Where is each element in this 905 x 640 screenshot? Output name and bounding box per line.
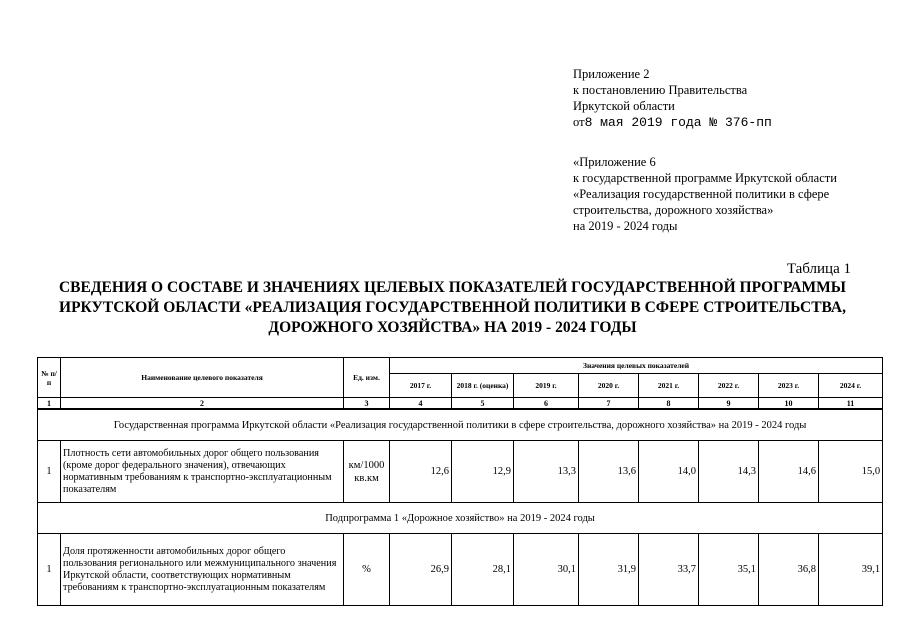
indicator-value: 31,9 — [579, 534, 639, 606]
indicator-value: 14,0 — [639, 441, 699, 503]
indicator-value: 35,1 — [699, 534, 759, 606]
title-line-1: СВЕДЕНИЯ О СОСТАВЕ И ЗНАЧЕНИЯХ ЦЕЛЕВЫХ ПОКАЗАТЕЛЕЙ ГОСУДАРСТВЕННОЙ ПРОГРАММЫ — [58, 279, 847, 296]
table-row — [38, 534, 883, 606]
table-row — [38, 441, 883, 503]
indicator-value: 30,1 — [514, 534, 579, 606]
column-number: 11 — [819, 398, 883, 410]
section-program: Государственная программа Иркутской области «Реализация государственной политики в сфере строительства, дорожного хозяйства» на 2019 - 2024 годы — [38, 409, 883, 441]
title-line-2: ИРКУТСКОЙ ОБЛАСТИ «РЕАЛИЗАЦИЯ ГОСУДАРСТВЕННОЙ ПОЛИТИКИ В СФЕРЕ СТРОИТЕЛЬСТВА, — [59, 299, 846, 316]
header-no: № п/п — [38, 358, 61, 398]
approval-line-3: Иркутской области — [573, 99, 675, 113]
column-number: 2 — [61, 398, 344, 410]
annex-line-3: «Реализация государственной политики в сфере — [573, 187, 830, 201]
section-subprogram: Подпрограмма 1 «Дорожное хозяйство» на 2019 - 2024 годы — [38, 503, 883, 534]
annex-line-1: «Приложение 6 — [573, 155, 656, 169]
annex-line-5: на 2019 - 2024 годы — [573, 219, 678, 233]
header-year: 2019 г. — [514, 374, 579, 398]
column-number: 4 — [390, 398, 452, 410]
indicator-name: Доля протяженности автомобильных дорог общего пользования регионального или межмуниципального значения Иркутской области, соответствующих нормативным требованиям к транспортно-эксплуатационным показателям — [61, 534, 344, 606]
header-year: 2017 г. — [390, 374, 452, 398]
column-number: 8 — [639, 398, 699, 410]
row-number: 1 — [38, 441, 61, 503]
date-prefix: от — [573, 115, 585, 129]
indicator-value: 15,0 — [819, 441, 883, 503]
header-year: 2022 г. — [699, 374, 759, 398]
indicator-name: Плотность сети автомобильных дорог общего пользования (кроме дорог федерального значения), отвечающих нормативным требованиям к транспортно-эксплуатационным показателям — [61, 441, 344, 503]
indicator-value: 14,3 — [699, 441, 759, 503]
title-line-3: ДОРОЖНОГО ХОЗЯЙСТВА» НА 2019 - 2024 ГОДЫ — [268, 319, 637, 336]
indicator-value: 26,9 — [390, 534, 452, 606]
header-year: 2018 г. (оценка) — [452, 374, 514, 398]
column-number: 7 — [579, 398, 639, 410]
indicator-value: 12,9 — [452, 441, 514, 503]
approval-line-2: к постановлению Правительства — [573, 83, 748, 97]
header-year: 2023 г. — [759, 374, 819, 398]
indicators-table — [37, 357, 883, 606]
column-number: 3 — [344, 398, 390, 410]
approval-line-1: Приложение 2 — [573, 67, 650, 81]
header-year: 2020 г. — [579, 374, 639, 398]
header-name: Наименование целевого показателя — [61, 358, 344, 398]
column-number: 1 — [38, 398, 61, 410]
indicator-value: 33,7 — [639, 534, 699, 606]
indicator-value: 13,3 — [514, 441, 579, 503]
indicator-unit: % — [344, 534, 390, 606]
table-label: Таблица 1 — [786, 261, 851, 277]
indicator-value: 28,1 — [452, 534, 514, 606]
document-title — [40, 278, 865, 338]
header-unit: Ед. изм. — [344, 358, 390, 398]
column-number: 5 — [452, 398, 514, 410]
indicator-unit: км/1000 кв.км — [344, 441, 390, 503]
approval-header — [573, 66, 772, 131]
header-year: 2021 г. — [639, 374, 699, 398]
indicator-value: 13,6 — [579, 441, 639, 503]
annex-line-2: к государственной программе Иркутской области — [573, 171, 837, 185]
annex-6-header — [573, 154, 837, 234]
date-value: 8 мая 2019 года № 376-пп — [584, 115, 772, 130]
row-number: 1 — [38, 534, 61, 606]
header-year: 2024 г. — [819, 374, 883, 398]
column-number: 6 — [514, 398, 579, 410]
indicator-value: 12,6 — [390, 441, 452, 503]
indicator-value: 39,1 — [819, 534, 883, 606]
header-values: Значения целевых показателей — [390, 358, 883, 374]
approval-date — [573, 114, 772, 131]
column-number: 9 — [699, 398, 759, 410]
indicator-value: 36,8 — [759, 534, 819, 606]
annex-line-4: строительства, дорожного хозяйства» — [573, 203, 774, 217]
column-number: 10 — [759, 398, 819, 410]
indicator-value: 14,6 — [759, 441, 819, 503]
